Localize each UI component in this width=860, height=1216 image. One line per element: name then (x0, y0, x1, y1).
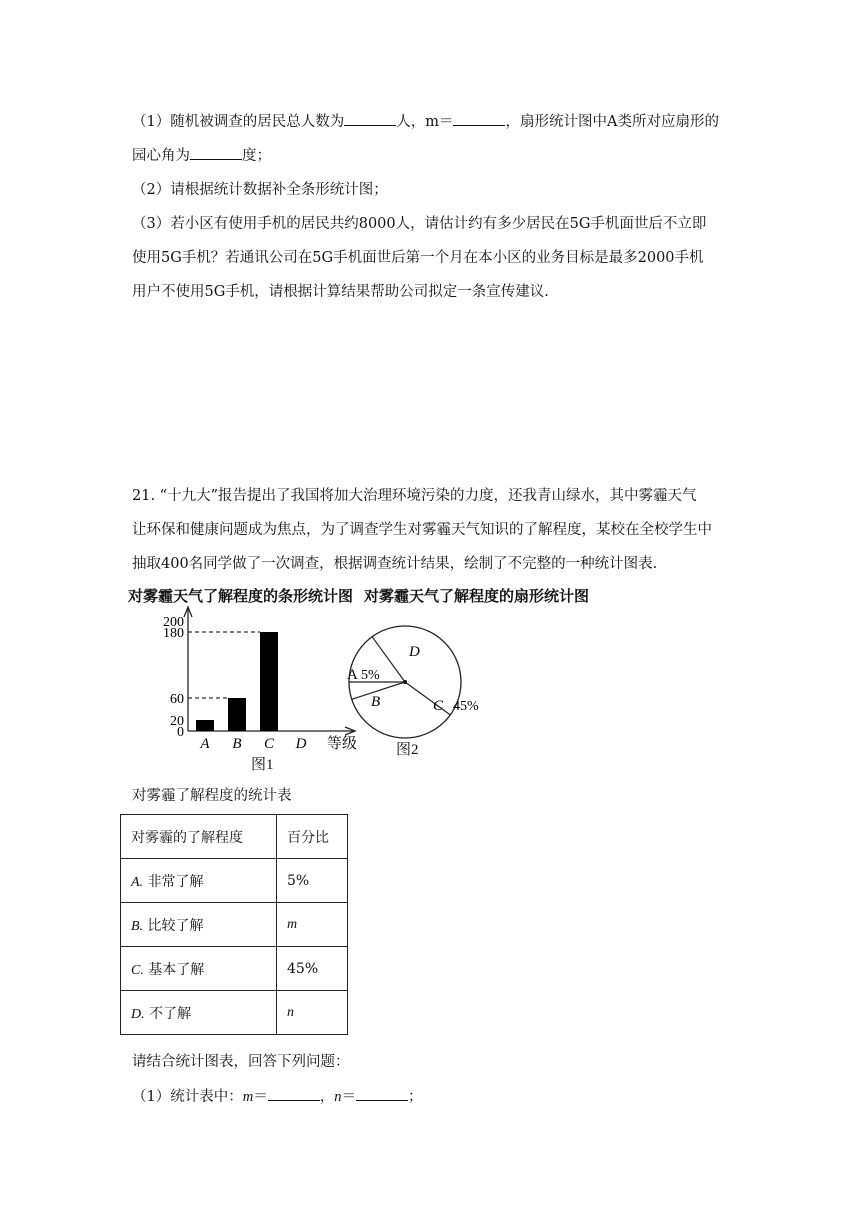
x-axis-label: 等级 (326, 736, 357, 752)
table-cell (121, 859, 277, 903)
level-letter: C. (131, 962, 144, 978)
comma: ， (319, 1089, 335, 1105)
table-row (121, 991, 348, 1035)
table-cell (121, 991, 277, 1035)
q3-line-2: 使用5G手机？若通讯公司在5G手机面世后第一个月在本小区的业务目标是最多2000手机 (132, 250, 704, 266)
pie-slice-label: D (409, 644, 420, 660)
q1-text-b: 人，m＝ (396, 114, 454, 130)
answer-blank[interactable] (344, 111, 396, 126)
statistics-table (120, 814, 348, 1035)
var-m: m (242, 1089, 254, 1105)
q2-line: （2）请根据统计数据补全条形统计图； (132, 182, 388, 198)
semicolon: ； (407, 1089, 423, 1105)
table-cell: n (277, 991, 348, 1035)
pie-chart-title: 对雾霾天气了解程度的扇形统计图 (364, 587, 590, 605)
pie-slice-label: C (433, 698, 444, 714)
equals-sign: ＝ (341, 1089, 356, 1105)
table-row (121, 859, 348, 903)
bar-A (196, 720, 214, 731)
table-cell: m (277, 903, 348, 947)
pie-slice-label: A (347, 667, 358, 683)
answer-blank[interactable] (356, 1086, 408, 1101)
level-desc: 比较了解 (147, 917, 204, 934)
level-desc: 不了解 (149, 1005, 192, 1022)
prompt-line: 请结合统计图表，回答下列问题： (132, 1054, 350, 1070)
q1-text-a: （1）随机被调查的居民总人数为 (132, 114, 345, 130)
level-desc: 非常了解 (147, 873, 204, 890)
table-cell (121, 903, 277, 947)
pie-slice-boundary (405, 682, 450, 715)
table-header-row (121, 815, 348, 859)
pie-value-label: 5% (361, 668, 380, 683)
bar-chart-title: 对雾霾天气了解程度的条形统计图 (128, 587, 354, 605)
answer-blank[interactable] (453, 111, 505, 126)
problem21-line-3: 抽取400名同学做了一次调查，根据调查统计结果，绘制了不完整的一种统计图表. (132, 556, 658, 572)
table-row (121, 947, 348, 991)
table-header-cell: 百分比 (277, 815, 348, 859)
x-category-label: D (295, 736, 307, 752)
bar-C (260, 632, 278, 731)
table-cell: 5% (277, 859, 348, 903)
level-desc: 基本了解 (148, 961, 205, 978)
equals-sign: ＝ (253, 1089, 268, 1105)
table-cell: 45% (277, 947, 348, 991)
var-n: n (334, 1089, 342, 1105)
answer-blank[interactable] (190, 145, 242, 160)
answer-line (132, 1086, 422, 1107)
figure-1-label: 图1 (251, 757, 274, 773)
level-letter: B. (131, 918, 144, 934)
q1-line-2 (132, 145, 271, 166)
y-tick-label: 0 (177, 725, 184, 740)
q3-line-3: 用户不使用5G手机，请根据计算结果帮助公司拟定一条宣传建议. (132, 284, 549, 300)
figure-2-label: 图2 (396, 742, 419, 758)
level-letter: D. (131, 1006, 145, 1022)
q1-text-c: ，扇形统计图中A类所对应扇形的 (505, 114, 719, 130)
y-tick-label: 180 (163, 626, 184, 641)
problem21-line-2: 让环保和健康问题成为焦点，为了调查学生对雾霾天气知识的了解程度，某校在全校学生中 (132, 522, 712, 538)
x-category-label: C (263, 736, 275, 752)
table-cell (121, 947, 277, 991)
table-row (121, 903, 348, 947)
pie-value-label: 45% (453, 699, 479, 714)
answer-text: （1）统计表中： (132, 1089, 243, 1105)
table-header-cell: 对雾霾的了解程度 (121, 815, 277, 859)
pie-slice-label: B (371, 694, 381, 710)
table-caption: 对雾霾了解程度的统计表 (132, 788, 292, 804)
q1-text-e: 度； (242, 148, 271, 164)
bar-B (228, 698, 246, 731)
answer-blank[interactable] (268, 1086, 320, 1101)
x-category-label: B (232, 736, 242, 752)
level-letter: A. (131, 874, 144, 890)
q1-line (132, 111, 719, 132)
y-tick-label: 60 (170, 692, 184, 707)
q1-text-d: 园心角为 (132, 148, 190, 164)
q3-line-1: （3）若小区有使用手机的居民共约8000人，请估计约有多少居民在5G手机面世后不立即 (132, 216, 707, 232)
problem21-line-1: 21. “十九大”报告提出了我国将加大治理环境污染的力度，还我青山绿水，其中雾霾天气 (132, 488, 697, 504)
x-category-label: A (200, 736, 210, 752)
y-tick-label: 20 (170, 714, 184, 729)
y-tick-label: 200 (163, 615, 184, 630)
